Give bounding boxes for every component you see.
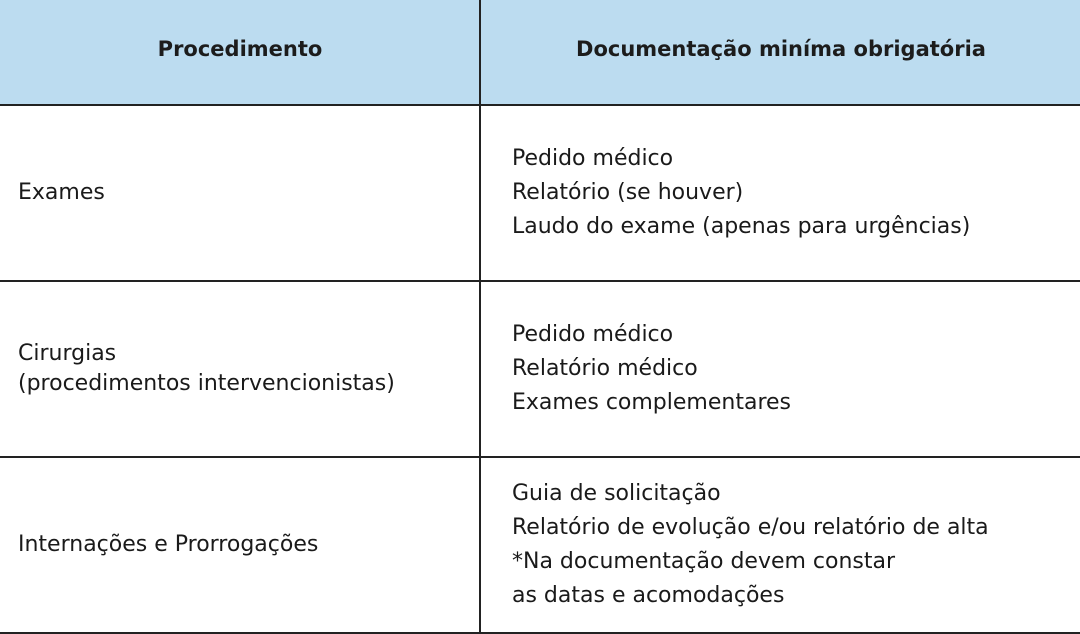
document-item: Laudo do exame (apenas para urgências) [512, 214, 971, 239]
documents-cell [481, 106, 1080, 280]
table-row [0, 458, 1080, 634]
procedure-text: Cirurgias [18, 341, 117, 366]
table-header [0, 0, 1080, 106]
header-documentation: Documentação miníma obrigatória [576, 37, 986, 61]
column-divider [479, 0, 481, 634]
table-row [0, 282, 1080, 458]
documents-cell [481, 282, 1080, 456]
procedure-cell [0, 282, 479, 456]
document-note: *Na documentação devem constar [512, 549, 896, 574]
procedure-text: Internações e Prorrogações [18, 532, 319, 557]
document-note: as datas e acomodações [512, 583, 785, 608]
document-item: Pedido médico [512, 146, 674, 171]
procedure-cell [0, 106, 479, 280]
document-item: Relatório (se houver) [512, 180, 744, 205]
procedure-text: Exames [18, 180, 105, 205]
document-item: Pedido médico [512, 322, 674, 347]
document-item: Relatório médico [512, 356, 698, 381]
procedure-text: (procedimentos intervencionistas) [18, 371, 395, 396]
document-item: Relatório de evolução e/ou relatório de alta [512, 515, 989, 540]
documents-cell [481, 458, 1080, 632]
header-procedure: Procedimento [157, 37, 323, 61]
document-item: Exames complementares [512, 390, 791, 415]
procedure-cell [0, 458, 479, 632]
document-item: Guia de solicitação [512, 481, 721, 506]
table-row [0, 106, 1080, 282]
